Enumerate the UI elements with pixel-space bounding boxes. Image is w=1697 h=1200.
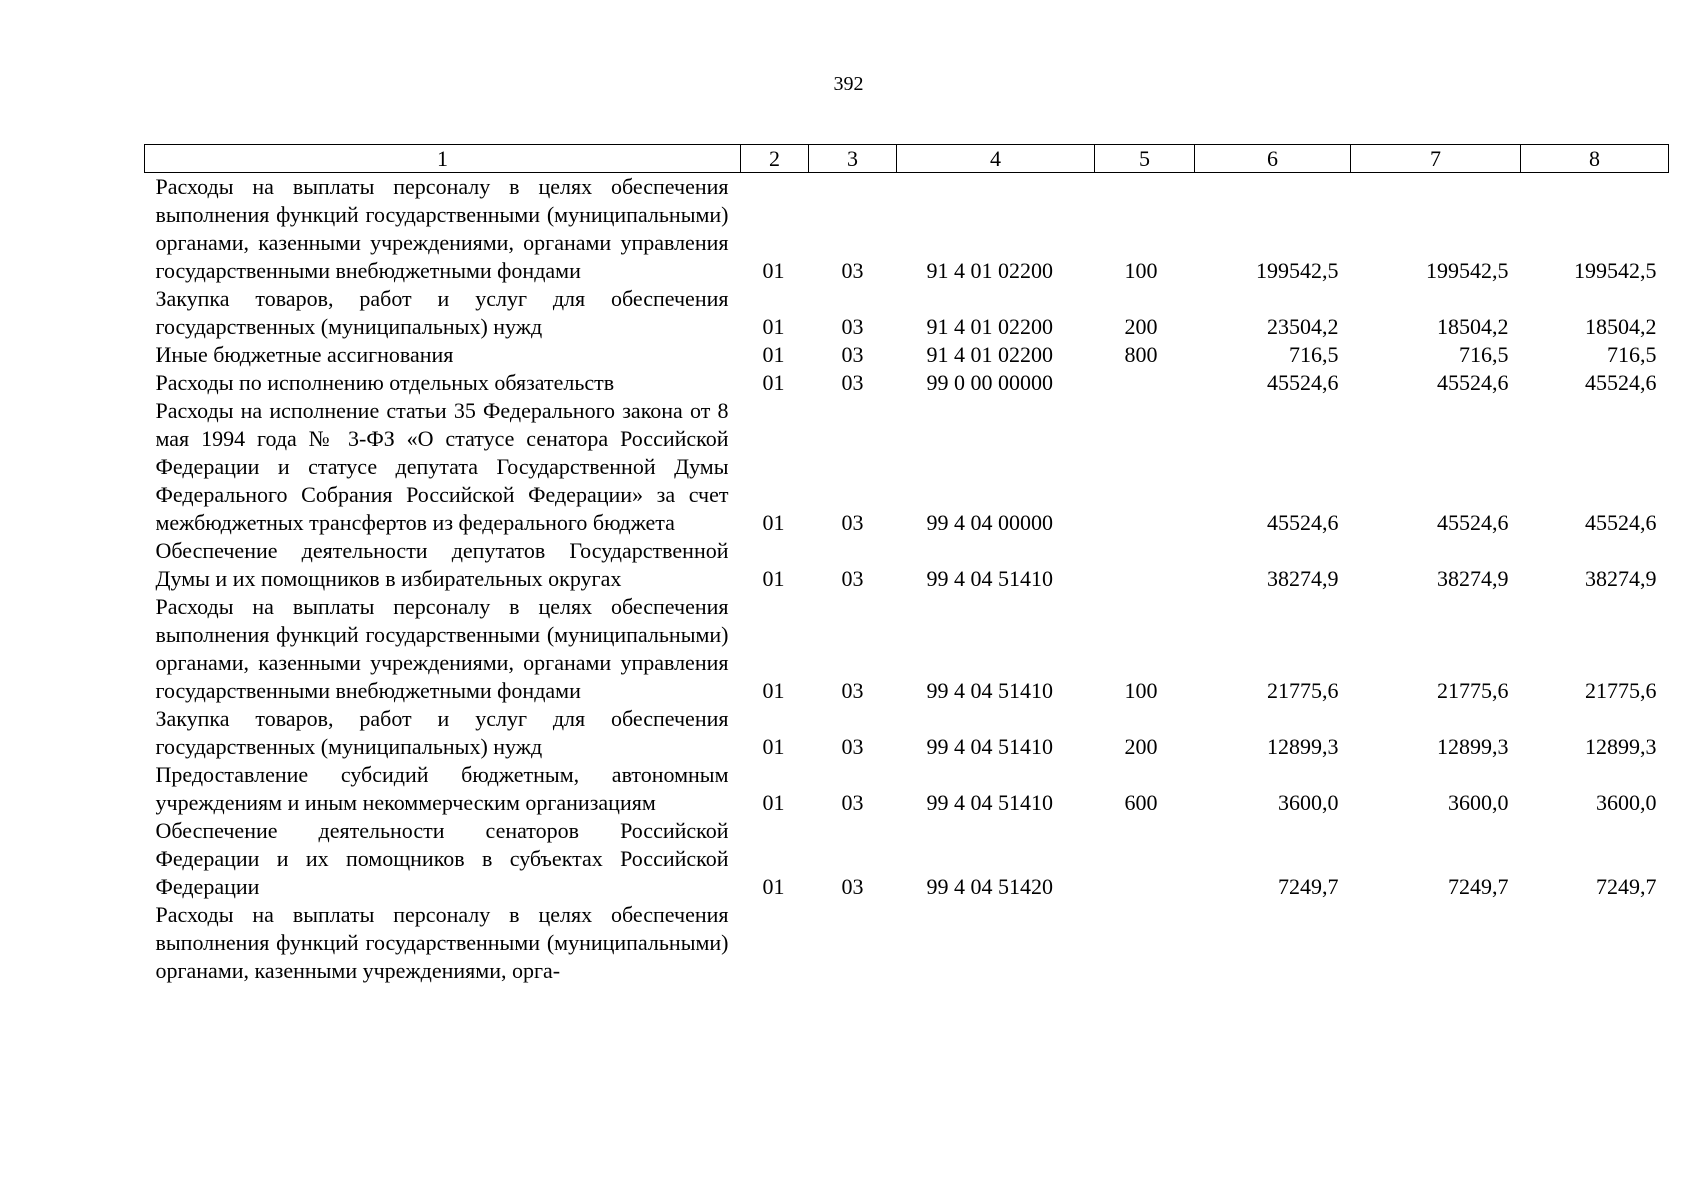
row-amount-8: 199542,5 [1574, 258, 1657, 283]
row-subsection [809, 901, 897, 985]
row-expense-type: 100 [1124, 678, 1158, 703]
row-subsection: 03 [841, 678, 864, 703]
page-number: 392 [833, 73, 864, 95]
row-amount-8: 18504,2 [1585, 314, 1657, 339]
row-target-code: 99 4 04 51410 [926, 734, 1053, 759]
table-row [145, 369, 1669, 397]
header-col-5: 5 [1095, 145, 1195, 173]
row-amount-7: 3600,0 [1448, 790, 1509, 815]
row-amount-6: 45524,6 [1267, 370, 1339, 395]
row-description: Обеспечение деятельности депутатов Государственной Думы и их помощников в избирательных округах [155, 538, 729, 591]
row-section: 01 [762, 370, 785, 395]
table-row [145, 285, 1669, 341]
table-row [145, 173, 1669, 286]
row-subsection: 03 [841, 874, 864, 899]
row-subsection: 03 [841, 734, 864, 759]
row-amount-7: 7249,7 [1448, 874, 1509, 899]
header-row [145, 145, 1669, 173]
row-description: Расходы на выплаты персоналу в целях обеспечения выполнения функций государственными (муниципальными) органами, казенными учреждениями, органами управления государственными внебюджетными фондами [155, 174, 729, 283]
row-amount-8: 45524,6 [1585, 370, 1657, 395]
row-amount-6: 199542,5 [1256, 258, 1339, 283]
row-description: Расходы на выплаты персоналу в целях обеспечения выполнения функций государственными (муниципальными) органами, казенными учреждениями, органами управления государственными внебюджетными фондами [155, 594, 729, 703]
row-subsection: 03 [841, 790, 864, 815]
table-header [145, 145, 1669, 173]
table-row [145, 397, 1669, 537]
row-amount-8: 38274,9 [1585, 566, 1657, 591]
row-description: Предоставление субсидий бюджетным, автономным учреждениям и иным некоммерческим организациям [155, 762, 729, 815]
row-target-code [897, 901, 1095, 985]
row-expense-type [1095, 397, 1195, 537]
row-expense-type [1095, 369, 1195, 397]
row-subsection: 03 [841, 510, 864, 535]
budget-table [144, 144, 1669, 985]
budget-table-container [144, 144, 1668, 985]
table-row [145, 537, 1669, 593]
header-col-3: 3 [809, 145, 897, 173]
row-amount-7: 21775,6 [1437, 678, 1509, 703]
row-target-code: 91 4 01 02200 [926, 314, 1053, 339]
header-col-1: 1 [145, 145, 741, 173]
header-col-4: 4 [897, 145, 1095, 173]
row-amount-7: 12899,3 [1437, 734, 1509, 759]
row-section: 01 [762, 314, 785, 339]
row-expense-type [1095, 817, 1195, 901]
row-description: Расходы на выплаты персоналу в целях обеспечения выполнения функций государственными (муниципальными) органами, казенными учреждениями, орга- [155, 902, 729, 983]
row-target-code: 99 0 00 00000 [926, 370, 1053, 395]
row-section: 01 [762, 510, 785, 535]
row-amount-6: 21775,6 [1267, 678, 1339, 703]
row-amount-8: 45524,6 [1585, 510, 1657, 535]
row-description: Расходы на исполнение статьи 35 Федерального закона от 8 мая 1994 года № 3-ФЗ «О статусе сенатора Российской Федерации и статусе депутата Государственной Думы Федерального Собрания Российской Федерации» за счет межбюджетных трансфертов из федерального бюджета [155, 398, 729, 535]
row-amount-6: 12899,3 [1267, 734, 1339, 759]
table-body [145, 173, 1669, 986]
row-expense-type: 100 [1124, 258, 1158, 283]
header-col-7: 7 [1351, 145, 1521, 173]
header-col-6: 6 [1195, 145, 1351, 173]
row-description: Закупка товаров, работ и услуг для обеспечения государственных (муниципальных) нужд [155, 706, 729, 759]
row-target-code: 99 4 04 51410 [926, 790, 1053, 815]
row-amount-7: 716,5 [1459, 342, 1509, 367]
row-amount-6: 7249,7 [1278, 874, 1339, 899]
row-subsection: 03 [841, 566, 864, 591]
row-description: Иные бюджетные ассигнования [155, 342, 454, 367]
header-col-2: 2 [741, 145, 809, 173]
row-section: 01 [762, 790, 785, 815]
table-row [145, 901, 1669, 985]
row-section: 01 [762, 342, 785, 367]
row-amount-7: 38274,9 [1437, 566, 1509, 591]
row-amount-6: 716,5 [1289, 342, 1339, 367]
row-amount-7: 45524,6 [1437, 370, 1509, 395]
row-section: 01 [762, 258, 785, 283]
row-section: 01 [762, 734, 785, 759]
row-amount-8: 21775,6 [1585, 678, 1657, 703]
row-amount-7: 199542,5 [1426, 258, 1509, 283]
row-subsection: 03 [841, 370, 864, 395]
table-row [145, 341, 1669, 369]
header-col-8: 8 [1521, 145, 1669, 173]
row-amount-6: 23504,2 [1267, 314, 1339, 339]
row-expense-type: 800 [1124, 342, 1158, 367]
row-subsection: 03 [841, 342, 864, 367]
row-section: 01 [762, 678, 785, 703]
row-target-code: 99 4 04 00000 [926, 510, 1053, 535]
row-amount-8: 3600,0 [1596, 790, 1657, 815]
table-row [145, 761, 1669, 817]
row-expense-type: 200 [1124, 314, 1158, 339]
row-target-code: 99 4 04 51420 [926, 874, 1053, 899]
row-expense-type: 200 [1124, 734, 1158, 759]
table-row [145, 817, 1669, 901]
row-amount-7 [1351, 901, 1521, 985]
row-amount-6: 3600,0 [1278, 790, 1339, 815]
row-target-code: 99 4 04 51410 [926, 678, 1053, 703]
row-amount-6: 38274,9 [1267, 566, 1339, 591]
row-target-code: 91 4 01 02200 [926, 258, 1053, 283]
row-amount-8: 7249,7 [1596, 874, 1657, 899]
row-section: 01 [762, 566, 785, 591]
row-expense-type [1095, 901, 1195, 985]
row-description: Обеспечение деятельности сенаторов Российской Федерации и их помощников в субъектах Российской Федерации [155, 818, 729, 899]
row-target-code: 99 4 04 51410 [926, 566, 1053, 591]
row-amount-8: 716,5 [1607, 342, 1657, 367]
row-amount-6 [1195, 901, 1351, 985]
row-section: 01 [762, 874, 785, 899]
row-description: Расходы по исполнению отдельных обязательств [155, 370, 615, 395]
table-row [145, 593, 1669, 705]
row-amount-8: 12899,3 [1585, 734, 1657, 759]
row-amount-7: 45524,6 [1437, 510, 1509, 535]
row-subsection: 03 [841, 314, 864, 339]
row-subsection: 03 [841, 258, 864, 283]
row-amount-7: 18504,2 [1437, 314, 1509, 339]
row-expense-type: 600 [1124, 790, 1158, 815]
row-amount-8 [1521, 901, 1669, 985]
row-target-code: 91 4 01 02200 [926, 342, 1053, 367]
row-section [741, 901, 809, 985]
row-expense-type [1095, 537, 1195, 593]
row-description: Закупка товаров, работ и услуг для обеспечения государственных (муниципальных) нужд [155, 286, 729, 339]
row-amount-6: 45524,6 [1267, 510, 1339, 535]
table-row [145, 705, 1669, 761]
